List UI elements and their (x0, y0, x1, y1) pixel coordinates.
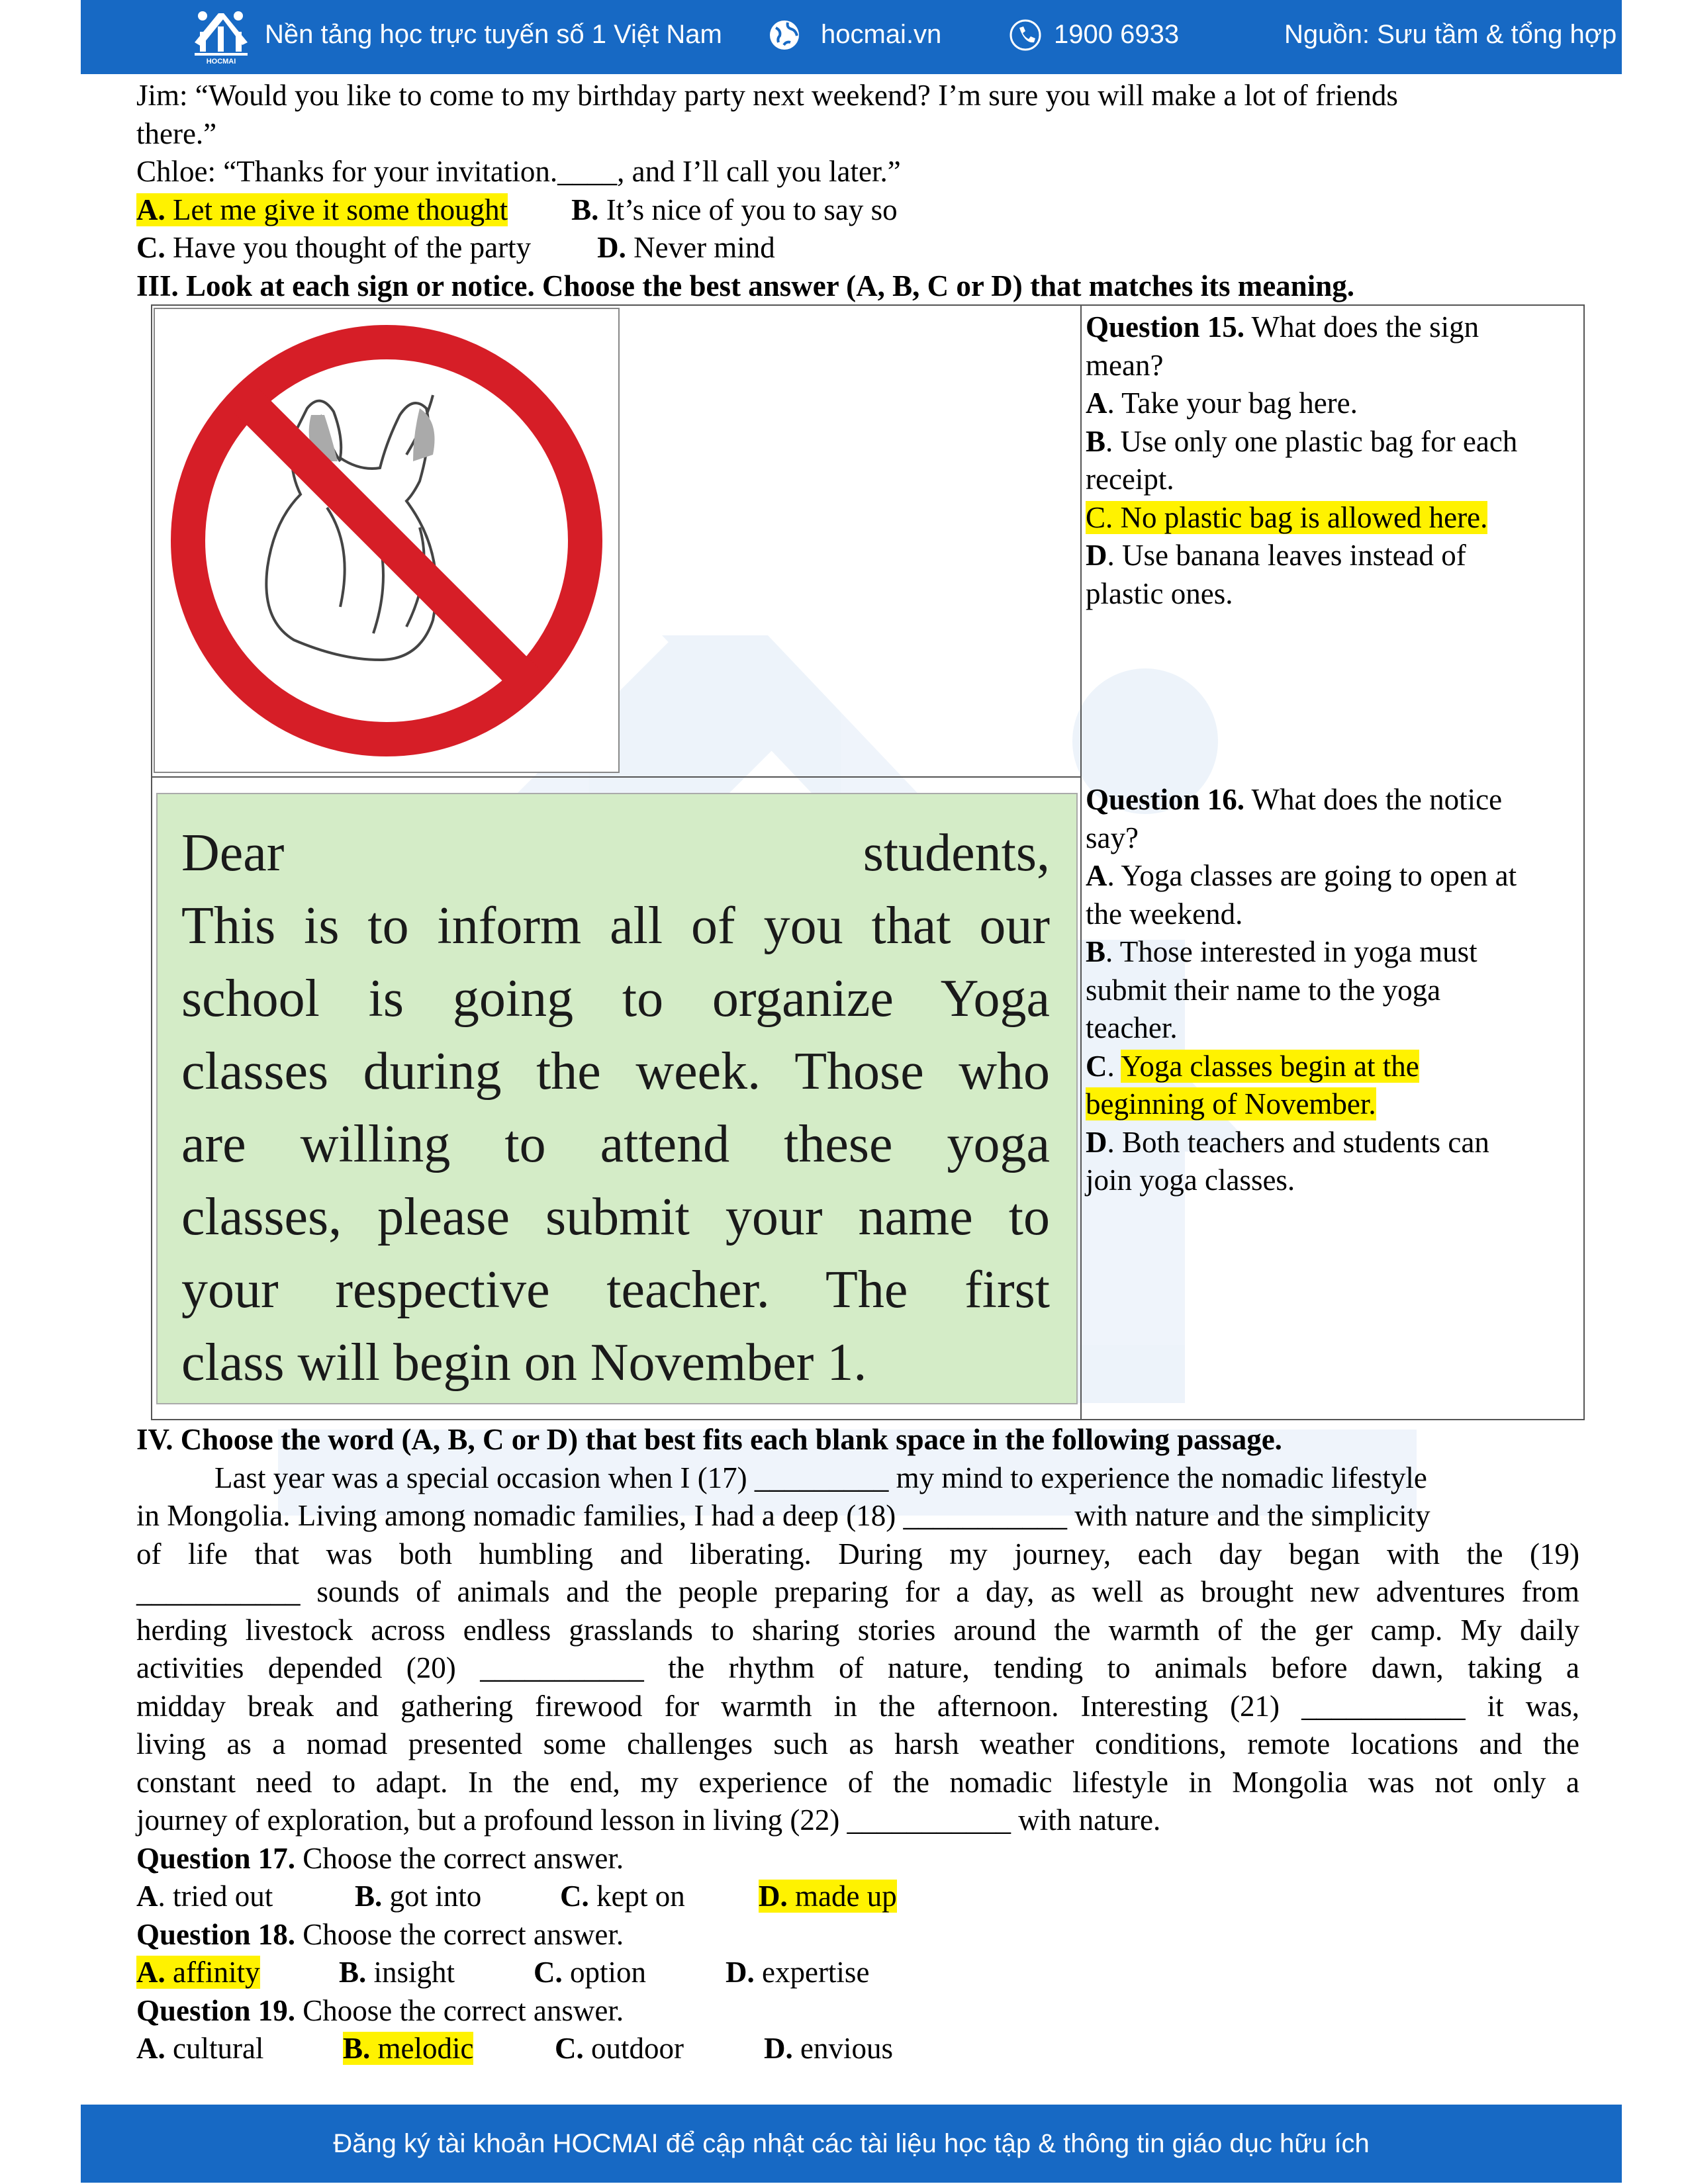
no-plastic-bag-sign (154, 308, 620, 773)
question-15 (1086, 308, 1575, 613)
option-d-text: Never mind (633, 231, 775, 264)
passage-line-6: activities depended (20) ___________ the rhythm of nature, tending to animals before dawn, taking a (136, 1651, 1579, 1684)
q18-heading: Question 18. Choose the correct answer. (136, 1917, 624, 1951)
q15-c-correct: C. No plastic bag is allowed here. (1086, 500, 1488, 534)
notice-line-6: classes, please submit your name to (181, 1188, 1050, 1246)
q15-a-letter: A (1086, 387, 1107, 420)
q16-prompt-1: What does the notice (1244, 783, 1503, 816)
dialogue-jim-line-2: there.” (136, 116, 217, 150)
q18-option-b: B. insight (339, 1956, 455, 1989)
q18-option-c: C. option (534, 1956, 647, 1989)
q15-b-text-2: receipt. (1086, 463, 1174, 496)
top-banner (81, 0, 1622, 74)
passage-line-8: living as a nomad presented some challenges such as harsh weather conditions, remote locations and the (136, 1727, 1579, 1760)
q15-prompt-2: mean? (1086, 348, 1164, 382)
q18-option-a-wrap (136, 1954, 339, 1992)
header-source: Nguồn: Sưu tầm & tổng hợp (1284, 20, 1617, 49)
q17-options (136, 1878, 1579, 1916)
q19-option-a: A. cultural (136, 2032, 264, 2065)
passage-line-2: in Mongolia. Living among nomadic families, I had a deep (18) ___________ with nature and the simplicity (136, 1499, 1430, 1532)
q19-option-c: C. outdoor (555, 2032, 684, 2065)
option-d-letter: D. (597, 231, 626, 264)
q16-b-letter: B (1086, 935, 1106, 968)
question-16: Question 16. What does the notice say? A. Yoga classes are going to open at the weekend. B. Those interested in yoga must submit their name to the yoga teacher. C. Yoga classes begin at the beginning of November. D. Both teachers and students can join yoga classes. (1086, 781, 1575, 1200)
q18-option-a-correct: A. affinity (136, 1956, 260, 1989)
passage-line-10: journey of exploration, but a profound lesson in living (22) ___________ with nature. (136, 1803, 1161, 1837)
q18-option-d: D. expertise (726, 1956, 870, 1989)
q16-d-letter: D (1086, 1125, 1107, 1159)
notice-line-5: are willing to attend these yoga (181, 1115, 1050, 1173)
q17-option-b: B. got into (355, 1880, 482, 1913)
logo-text: HOCMAI (206, 58, 236, 65)
header-phone: 1900 6933 (1054, 20, 1180, 49)
q19-option-d: D. envious (764, 2032, 893, 2065)
q17-option-a: A. tried out (136, 1880, 273, 1913)
bottom-banner[interactable] (81, 2105, 1622, 2183)
passage-line-3: of life that was both humbling and liberating. During my journey, each day began with the (19) (136, 1537, 1579, 1570)
q17-option-d-correct: D. made up (759, 1880, 897, 1913)
globe-icon (768, 19, 801, 52)
q15-b-letter: B (1086, 424, 1106, 458)
q15-d-text-2: plastic ones. (1086, 576, 1233, 610)
q16-c-correct-1: Yoga classes begin at the (1121, 1049, 1419, 1083)
q16-prompt-2: say? (1086, 821, 1139, 854)
q19-heading: Question 19. Choose the correct answer. (136, 1993, 624, 2027)
q16-d-text-2: join yoga classes. (1086, 1163, 1295, 1197)
notice-line-8: class will begin on November 1. (181, 1334, 867, 1392)
q17-heading: Question 17. Choose the correct answer. (136, 1841, 624, 1875)
q16-c-letter: C (1086, 1049, 1107, 1083)
q16-d-text-1: . Both teachers and students can (1107, 1125, 1489, 1159)
notice-line-1: Dear students, (181, 824, 1050, 882)
q18-options (136, 1954, 1579, 1992)
option-b-text: It’s nice of you to say so (606, 193, 898, 226)
dialogue-options-row-2 (136, 229, 1579, 267)
q16-a-text-1: . Yoga classes are going to open at (1107, 859, 1517, 892)
option-b-letter: B. (571, 193, 599, 226)
no-plastic-bag-icon (155, 309, 618, 772)
q15-d-letter: D (1086, 539, 1107, 572)
q16-b-text-2: submit their name to the yoga (1086, 973, 1441, 1007)
q16-c-correct-2: beginning of November. (1086, 1087, 1376, 1120)
footer-signup-text[interactable]: Đăng ký tài khoản HOCMAI để cập nhật các tài liệu học tập & thông tin giáo dục hữu ích (333, 2129, 1370, 2158)
q15-b-text-1: . Use only one plastic bag for each (1105, 424, 1518, 458)
passage-line-7: midday break and gathering firewood for warmth in the afternoon. Interesting (21) ___________ it was, (136, 1689, 1579, 1723)
dialogue-jim-line-1: Jim: “Would you like to come to my birthday party next weekend? I’m sure you will make a lot of friends (136, 79, 1398, 112)
q15-d-text-1: . Use banana leaves instead of (1107, 539, 1466, 572)
hocmai-logo (192, 9, 250, 65)
header-website-link[interactable]: hocmai.vn (821, 20, 942, 49)
section-4-heading: IV. Choose the word (A, B, C or D) that best fits each blank space in the following passage. (136, 1423, 1282, 1456)
q16-b-text-1: . Those interested in yoga must (1105, 935, 1477, 968)
notice-line-4: classes during the week. Those who (181, 1042, 1050, 1101)
section-4 (136, 1421, 1579, 2068)
option-c-text: Have you thought of the party (173, 231, 532, 264)
q16-a-text-2: the weekend. (1086, 897, 1243, 931)
q15-prompt-1: What does the sign (1244, 310, 1479, 343)
passage-line-9: constant need to adapt. In the end, my experience of the nomadic lifestyle in Mongolia was not only a (136, 1765, 1579, 1799)
dialogue-chloe-line: Chloe: “Thanks for your invitation.____, and I’ll call you later.” (136, 155, 901, 188)
dialogue-options-row-1 (136, 191, 1579, 230)
q16-a-letter: A (1086, 859, 1107, 892)
q19-option-b-wrap (343, 2030, 555, 2068)
option-a-correct: A. Let me give it some thought (136, 193, 508, 226)
notice-line-3: school is going to organize Yoga (181, 970, 1050, 1028)
option-c-letter: C. (136, 231, 165, 264)
q16-b-text-3: teacher. (1086, 1011, 1178, 1044)
q16-label: Question 16. (1086, 783, 1245, 816)
section-3-heading: III. Look at each sign or notice. Choose the best answer (A, B, C or D) that matches its meaning. (136, 269, 1354, 302)
notice-line-2: This is to inform all of you that our (181, 897, 1050, 955)
q19-options (136, 2030, 1579, 2068)
phone-icon (1009, 19, 1042, 52)
passage-line-1: Last year was a special occasion when I (17) _________ my mind to experience the nomadic lifestyle (214, 1461, 1427, 1494)
notice-line-7: your respective teacher. The first (181, 1261, 1050, 1319)
q15-a-text: . Take your bag here. (1107, 387, 1358, 420)
page-content (136, 77, 1579, 305)
header-tagline: Nền tảng học trực tuyến số 1 Việt Nam (265, 20, 722, 49)
passage-line-4: ___________ sounds of animals and the people preparing for a day, as well as brought new adventures from (136, 1575, 1579, 1608)
q17-option-c: C. kept on (560, 1880, 685, 1913)
q19-option-b-correct: B. melodic (343, 2032, 474, 2065)
yoga-notice-image (156, 793, 1078, 1404)
q15-label: Question 15. (1086, 310, 1245, 343)
passage-line-5: herding livestock across endless grasslands to sharing stories around the warmth of the ger camp. My daily (136, 1613, 1579, 1647)
